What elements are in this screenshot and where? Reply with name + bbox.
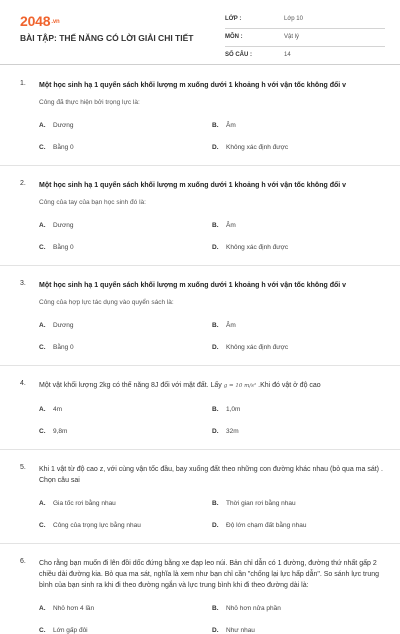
meta-value: Lớp 10 xyxy=(284,16,303,22)
formula: g = 10 m/s² xyxy=(223,383,257,389)
option-text: Không xác định được xyxy=(226,144,289,151)
option-letter: C. xyxy=(39,522,46,529)
question-text: Một học sinh hạ 1 quyển sách khối lượng m xuống dưới 1 khoảng h với vận tốc không đổi v xyxy=(39,182,347,189)
option-text: 4m xyxy=(53,406,63,413)
options xyxy=(39,322,388,351)
option-letter: C. xyxy=(39,428,46,435)
option-text: Công của trọng lực bằng nhau xyxy=(53,522,141,529)
option-b[interactable] xyxy=(212,322,385,329)
logo-sub: .vn xyxy=(51,19,60,26)
option-text: Không xác định được xyxy=(226,344,289,351)
option-text: Bằng 0 xyxy=(53,344,74,351)
option-letter: D. xyxy=(212,344,219,351)
question-4 xyxy=(0,380,400,435)
meta-value: 14 xyxy=(284,52,291,58)
option-d[interactable] xyxy=(212,344,385,351)
question-2 xyxy=(0,180,400,251)
option-text: 32m xyxy=(226,428,239,435)
option-letter: C. xyxy=(39,344,46,351)
option-text: 9,8m xyxy=(53,428,68,435)
option-letter: D. xyxy=(212,144,219,151)
option-letter: A. xyxy=(39,122,46,129)
option-a[interactable] xyxy=(39,605,212,612)
option-a[interactable] xyxy=(39,500,212,507)
option-letter: A. xyxy=(39,406,46,413)
options xyxy=(39,500,388,529)
option-letter: C. xyxy=(39,627,46,634)
option-a[interactable] xyxy=(39,406,212,413)
option-text: Bằng 0 xyxy=(53,244,74,251)
option-letter: B. xyxy=(212,605,219,612)
option-text: Gia tốc rơi bằng nhau xyxy=(53,500,116,507)
option-d[interactable] xyxy=(212,144,385,151)
option-text: Bằng 0 xyxy=(53,144,74,151)
option-a[interactable] xyxy=(39,122,212,129)
option-text: Dương xyxy=(53,222,74,229)
option-text: Âm xyxy=(226,122,236,129)
question-divider xyxy=(0,543,400,544)
option-letter: A. xyxy=(39,500,46,507)
logo-main: 2048 xyxy=(20,13,51,29)
question-subtext: Công của hợp lực tác dụng vào quyển sách là: xyxy=(39,299,174,306)
option-letter: A. xyxy=(39,605,46,612)
option-letter: B. xyxy=(212,322,219,329)
meta-row-subject xyxy=(225,31,385,47)
option-b[interactable] xyxy=(212,605,385,612)
options xyxy=(39,122,388,151)
meta-row-class xyxy=(225,13,385,29)
question-text-before: Một vật khối lượng 2kg có thế năng 8J đối với mặt đất. Lấy xyxy=(39,382,222,389)
option-d[interactable] xyxy=(212,522,385,529)
option-letter: D. xyxy=(212,428,219,435)
option-letter: A. xyxy=(39,322,46,329)
header-divider xyxy=(0,64,400,65)
option-text: Không xác định được xyxy=(226,244,289,251)
question-divider xyxy=(0,365,400,366)
option-b[interactable] xyxy=(212,222,385,229)
meta-value: Vật lý xyxy=(284,34,300,40)
question-number: 5. xyxy=(20,464,26,471)
question-5 xyxy=(0,464,400,529)
option-text: Âm xyxy=(226,322,236,329)
option-text: 1,0m xyxy=(226,406,241,413)
option-a[interactable] xyxy=(39,322,212,329)
option-c[interactable] xyxy=(39,627,212,634)
option-d[interactable] xyxy=(212,428,385,435)
option-letter: D. xyxy=(212,244,219,251)
option-c[interactable] xyxy=(39,344,212,351)
option-text: Thời gian rơi bằng nhau xyxy=(226,500,296,507)
option-letter: D. xyxy=(212,627,219,634)
question-6 xyxy=(0,558,400,634)
header xyxy=(0,0,400,64)
question-divider xyxy=(0,449,400,450)
option-letter: C. xyxy=(39,144,46,151)
option-text: Dương xyxy=(53,122,74,129)
options xyxy=(39,406,388,435)
site-logo[interactable] xyxy=(20,13,59,29)
option-letter: D. xyxy=(212,522,219,529)
option-b[interactable] xyxy=(212,122,385,129)
question-number: 1. xyxy=(20,80,26,87)
options xyxy=(39,605,388,634)
page-title: BÀI TẬP: THẾ NĂNG CÓ LỜI GIẢI CHI TIẾT xyxy=(20,33,194,43)
question-number: 2. xyxy=(20,180,26,187)
option-c[interactable] xyxy=(39,428,212,435)
option-letter: B. xyxy=(212,406,219,413)
option-b[interactable] xyxy=(212,406,385,413)
option-d[interactable] xyxy=(212,627,385,634)
question-text-after: .Khi đó vật ở độ cao xyxy=(258,382,321,389)
question-text xyxy=(39,380,388,392)
question-number: 3. xyxy=(20,280,26,287)
meta-table xyxy=(225,13,385,67)
option-letter: B. xyxy=(212,122,219,129)
meta-label: SỐ CÂU : xyxy=(225,52,252,58)
option-text: Dương xyxy=(53,322,74,329)
question-number: 4. xyxy=(20,380,26,387)
question-text: Một học sinh hạ 1 quyển sách khối lượng m xuống dưới 1 khoảng h với vận tốc không đổi v xyxy=(39,282,347,289)
meta-label: LỚP : xyxy=(225,16,242,22)
question-subtext: Công của tay của bạn học sinh đó là: xyxy=(39,199,146,206)
question-text: Cho rằng bạn muốn đi lên đồi dốc đứng bằng xe đạp leo núi. Bản chỉ dẫn có 1 đường, đường thứ nhất gấp 2 chiều dài đường kia. Bỏ qua ma sát, nghĩa là xem như bạn chỉ cần "chống lại lực hấp dẫn". So sánh lực trung bình của bạn sinh ra khi đi theo đường ngắn và lực trung bình khi đi theo đường dài là: xyxy=(39,560,380,589)
meta-row-count xyxy=(225,49,385,65)
option-text: Như nhau xyxy=(226,627,255,634)
option-letter: B. xyxy=(212,222,219,229)
option-text: Lớn gấp đôi xyxy=(53,627,88,634)
option-c[interactable] xyxy=(39,144,212,151)
option-letter: B. xyxy=(212,500,219,507)
option-d[interactable] xyxy=(212,244,385,251)
option-text: Âm xyxy=(226,222,236,229)
option-text: Độ lớn chạm đất bằng nhau xyxy=(226,522,307,529)
question-text: Một học sinh hạ 1 quyển sách khối lượng m xuống dưới 1 khoảng h với vận tốc không đổi v xyxy=(39,82,347,89)
options xyxy=(39,222,388,251)
option-c[interactable] xyxy=(39,522,212,529)
question-list xyxy=(0,80,400,634)
question-number: 6. xyxy=(20,558,26,565)
option-c[interactable] xyxy=(39,244,212,251)
option-letter: A. xyxy=(39,222,46,229)
question-3 xyxy=(0,280,400,351)
option-b[interactable] xyxy=(212,500,385,507)
question-divider xyxy=(0,265,400,266)
meta-label: MÔN : xyxy=(225,34,243,40)
question-subtext: Công đã thực hiện bởi trọng lực là: xyxy=(39,99,140,106)
question-divider xyxy=(0,165,400,166)
option-text: Nhỏ hơn nửa phần xyxy=(226,605,281,612)
question-1 xyxy=(0,80,400,151)
question-text: Khi 1 vật từ độ cao z, với cùng vận tốc đầu, bay xuống đất theo những con đường khác nhau (bỏ qua ma sát) . Chọn câu sai xyxy=(39,466,383,484)
option-a[interactable] xyxy=(39,222,212,229)
option-text: Nhỏ hơn 4 lần xyxy=(53,605,95,612)
option-letter: C. xyxy=(39,244,46,251)
